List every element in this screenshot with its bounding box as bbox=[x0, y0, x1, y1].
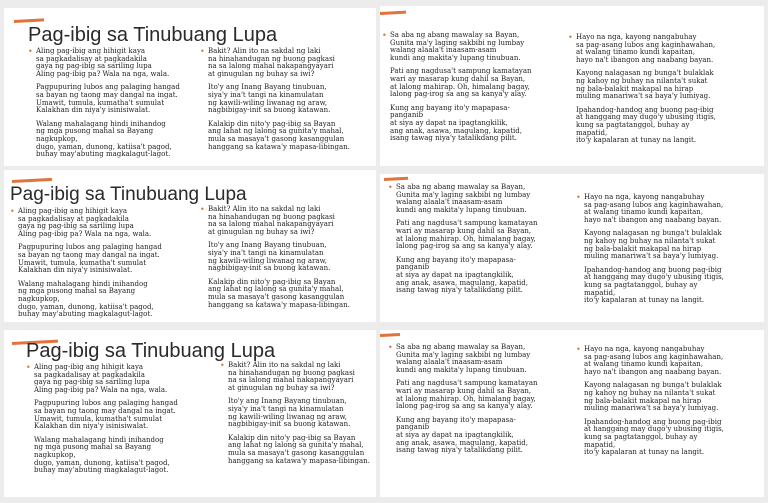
stanza bbox=[568, 70, 762, 100]
poem-line: nagbibigay-init sa buong katawan. bbox=[208, 106, 331, 115]
poem-line: kundi ang makita'y lupang tinubuan. bbox=[396, 205, 527, 214]
poem-line: walang alaala't inaasam-asam bbox=[396, 198, 503, 207]
poem-line: at hanggang may dugo'y ubusing itigis, bbox=[584, 273, 724, 282]
slide-left bbox=[4, 8, 376, 166]
poem-line: hanggang sa katawa'y mapasa-libingan. bbox=[208, 142, 350, 151]
poem-line: at lalong mahirap. Oh, himalang bagay, bbox=[396, 394, 536, 403]
slide-left bbox=[4, 330, 376, 497]
poem-line: sa bayan ng taong may dangal na ingat. bbox=[34, 406, 176, 415]
stanza bbox=[576, 194, 762, 224]
poem-line: Hayo na nga, kayong nangabuhay bbox=[576, 33, 697, 41]
poem-line: at hanggang may dugo'y ubusing itigis, bbox=[576, 113, 716, 122]
poem-line: sa bayan ng taong may dangal na ingat. bbox=[36, 90, 178, 99]
poem-line: mula sa masaya't gasong kasanggulan bbox=[228, 448, 365, 457]
poem-line: na sa lalong mahal nakapangyayari bbox=[228, 376, 354, 385]
poem-line: muling manariwa't sa baya'y lumiyag. bbox=[584, 252, 719, 261]
poem-line: Sa aba ng abang mawalay sa Bayan, bbox=[390, 31, 520, 39]
bullet-icon: • bbox=[220, 361, 225, 370]
poem-line: Kung ang bayang ito'y mapapasa- bbox=[390, 103, 510, 112]
bullet-icon: • bbox=[388, 183, 393, 192]
bullet-icon: • bbox=[26, 363, 31, 372]
poem-line: nagkupkop, bbox=[18, 294, 60, 303]
poem-line: at walang tinamo kundi kapaitan, bbox=[584, 208, 704, 217]
poem-line: at siya ay dapat na ipagtangkilik, bbox=[396, 430, 514, 439]
poem-line: ito'y kapalaran at tunay na langit. bbox=[584, 448, 705, 457]
bullet-icon: • bbox=[200, 47, 205, 56]
stanza bbox=[388, 220, 576, 250]
poem-line: Pagpupuring lubos ang palaging hangad bbox=[34, 399, 178, 408]
poem-line: sa pag-asang lubos ang kaginhawahan, bbox=[584, 352, 724, 361]
poem-line: dugo, yaman, dunong, katiisa't pagod, bbox=[34, 458, 170, 467]
poem-line: kung sa pagtatanggol, buhay ay bbox=[576, 120, 690, 129]
poem-line: kundi ang makita'y lupang tinubuan. bbox=[390, 53, 521, 62]
poem-line: at ginugulan ng buhay sa iwi? bbox=[208, 227, 315, 236]
poem-line: Umawit, tumula, kumatha't sumulat bbox=[34, 414, 163, 423]
poem-line: Aling pag-ibig pa? Wala na nga, wala. bbox=[18, 229, 152, 238]
poem-line: ng kawili-wiling liwanag ng araw, bbox=[208, 98, 327, 107]
column-left bbox=[26, 364, 212, 479]
poem-line: isang tawag niya'y tatalikdang pilit. bbox=[390, 134, 517, 143]
poem-line: ng kawili-wiling liwanag ng araw, bbox=[228, 412, 347, 421]
poem-line: Kalakip din nito'y pag-ibig sa Bayan bbox=[228, 433, 356, 442]
poem-line: Walang mahalagang hindi inihandog bbox=[36, 119, 166, 128]
poem-line: at siya ay dapat na ipagtangkilik, bbox=[396, 270, 514, 279]
poem-line: isang tawag niya'y tatalikdang pilit. bbox=[396, 286, 523, 295]
slide-title: Pag-ibig sa Tinubuang Lupa bbox=[26, 340, 276, 362]
stanza bbox=[28, 84, 206, 114]
stanza bbox=[388, 184, 576, 214]
poem-line: Ipahandog-handog ang buong pag-ibig bbox=[576, 105, 714, 114]
poem-line: Kalakhan din niya'y isinisiwalat. bbox=[34, 422, 149, 431]
slide-title: Pag-ibig sa Tinubuang Lupa bbox=[10, 184, 247, 205]
poem-line: ang anak, asawa, magulang, kapatid, bbox=[396, 438, 528, 447]
poem-line: dugo, yaman, dunong, katiisa't pagod, bbox=[18, 302, 154, 311]
poem-line: sa pagkadalisay at pagkadakila bbox=[36, 54, 147, 63]
poem-line: ng mga pusong mahal sa Bayang bbox=[36, 127, 154, 136]
poem-line: gaya ng pag-ibig sa sariling lupa bbox=[18, 222, 134, 231]
poem-line: mapatid, bbox=[584, 288, 616, 297]
poem-line: Ito'y ang Inang Bayang tinubuan, bbox=[208, 83, 327, 92]
poem-line: Pati ang nagdusa't sampung kamatayan bbox=[390, 67, 532, 76]
poem-line: hayo na't ibangon ang naabang bayan. bbox=[576, 55, 714, 64]
stanza bbox=[200, 121, 376, 151]
column-left bbox=[388, 344, 574, 459]
poem-line: Pati ang nagdusa't sampung kamatayan bbox=[396, 379, 538, 388]
poem-line: ng bala-balakit makapal na hirap bbox=[584, 396, 702, 405]
stanza bbox=[220, 398, 376, 428]
poem-line: siya'y ina't tangi na kinamulatan bbox=[228, 404, 344, 413]
poem-line: wari ay masarap kung dahil sa Bayan, bbox=[396, 226, 532, 235]
poem-line: ito'y kapalaran at tunay na langit. bbox=[576, 136, 697, 145]
poem-line: ang lahat ng lalong sa gunita'y mahal, bbox=[208, 127, 344, 136]
poem-line: at siya ay dapat na ipagtangkilik, bbox=[390, 118, 508, 127]
poem-line: walang alaala't inaasam-asam bbox=[390, 46, 497, 55]
stanza bbox=[220, 362, 376, 392]
accent-bar bbox=[380, 333, 400, 337]
stanza bbox=[26, 437, 212, 475]
poem-line: Ipahandog-handog ang buong pag-ibig bbox=[584, 417, 722, 426]
poem-line: hayo na't ibangon ang naabang bayan. bbox=[584, 367, 722, 376]
bullet-icon: • bbox=[382, 31, 387, 40]
column-right bbox=[576, 194, 762, 309]
slide-right bbox=[380, 330, 764, 497]
poem-line: Hayo na nga, kayong nangabuhay bbox=[584, 193, 705, 201]
poem-line: muling manariwa't sa baya'y lumiyag. bbox=[576, 92, 711, 101]
poem-line: nagbibigay-init sa buong katawan. bbox=[228, 420, 351, 429]
poem-line: Kalakip din nito'y pag-ibig sa Bayan bbox=[208, 119, 336, 128]
stanza bbox=[576, 346, 762, 376]
poem-line: mapatid, bbox=[576, 128, 608, 137]
poem-line: Ipahandog-handog ang buong pag-ibig bbox=[584, 265, 722, 274]
poem-line: Kayong nalagasan ng bunga't bulaklak bbox=[584, 381, 722, 390]
poem-line: hanggang sa katawa'y mapasa-libingan. bbox=[228, 456, 370, 465]
column-right bbox=[200, 206, 376, 313]
stanza bbox=[382, 68, 572, 98]
bullet-icon: • bbox=[576, 193, 581, 202]
bullet-icon: • bbox=[388, 343, 393, 352]
poem-line: Pati ang nagdusa't sampung kamatayan bbox=[396, 219, 538, 228]
poem-line: ng mga pusong mahal sa Bayang bbox=[34, 443, 152, 452]
poem-line: na sa lalong mahal nakapangyayari bbox=[208, 62, 334, 71]
poem-line: Ito'y ang Inang Bayang tinubuan, bbox=[208, 241, 327, 250]
poem-line: Pagpupuring lubos ang palaging hangad bbox=[36, 83, 180, 92]
poem-line: Aling pag-ibig ang hihigit kaya bbox=[34, 363, 144, 371]
poem-line: Kalakhan din niya'y isinisiwalat. bbox=[36, 106, 151, 115]
poem-line: sa bayan ng taong may dangal na ingat. bbox=[18, 250, 160, 259]
poem-line: at ginugulan ng buhay sa iwi? bbox=[228, 383, 335, 392]
stanza bbox=[10, 281, 200, 319]
poem-line: kung sa pagtatanggol, buhay ay bbox=[584, 432, 698, 441]
poem-line: panganib bbox=[390, 111, 424, 120]
accent-bar bbox=[380, 11, 406, 15]
poem-line: gaya ng pag-ibig sa sariling lupa bbox=[34, 378, 150, 387]
bullet-icon: • bbox=[568, 33, 573, 42]
stanza bbox=[382, 32, 572, 62]
poem-line: Sa aba ng abang mawalay sa Bayan, bbox=[396, 183, 526, 191]
poem-line: Kalakhan din niya'y isinisiwalat. bbox=[18, 266, 133, 275]
stanza bbox=[28, 48, 206, 78]
stanza bbox=[10, 208, 200, 238]
poem-line: buhay may'abuting magkalagut-lagot. bbox=[34, 466, 169, 475]
poem-line: Ito'y ang Inang Bayang tinubuan, bbox=[228, 397, 347, 406]
poem-line: nagkupkop, bbox=[36, 134, 78, 143]
poem-line: mula sa masaya't gasong kasanggulan bbox=[208, 134, 345, 143]
poem-line: buhay may'abuting magkalagut-lagot. bbox=[18, 310, 153, 319]
poem-line: ang anak, asawa, magulang, kapatid, bbox=[396, 278, 528, 287]
column-left bbox=[382, 32, 572, 147]
stanza bbox=[26, 400, 212, 430]
bullet-icon: • bbox=[28, 47, 33, 56]
poem-line: Walang mahalagang hindi inihandog bbox=[18, 279, 148, 288]
poem-line: at ginugulan ng buhay sa iwi? bbox=[208, 69, 315, 78]
poem-line: Sa aba ng abang mawalay sa Bayan, bbox=[396, 343, 526, 351]
stanza bbox=[26, 364, 212, 394]
stanza bbox=[10, 244, 200, 274]
accent-bar bbox=[384, 177, 408, 181]
poem-line: ng kahoy ng buhay na nilanta't sukat bbox=[584, 236, 716, 245]
stanza bbox=[388, 257, 576, 295]
poem-line: Umawit, tumula, kumatha't sumulat bbox=[18, 258, 147, 267]
poem-line: sa pagkadalisay at pagkadakila bbox=[18, 214, 129, 223]
poem-line: at lalong mahirap. Oh, himalang bagay, bbox=[390, 82, 530, 91]
bullet-icon: • bbox=[10, 207, 15, 216]
poem-line: Aling pag-ibig pa? Wala na nga, wala. bbox=[34, 385, 168, 394]
poem-line: Hayo na nga, kayong nangabuhay bbox=[584, 345, 705, 353]
poem-line: dugo, yaman, dunong, katiisa't pagod, bbox=[36, 142, 172, 151]
stanza bbox=[220, 435, 376, 465]
slide-right bbox=[380, 174, 764, 322]
poem-line: na hinahandugan ng buong pagkasi bbox=[208, 212, 335, 221]
poem-line: Kayong nalagasan ng bunga't bulaklak bbox=[584, 229, 722, 238]
poem-line: at lalong mahirap. Oh, himalang bagay, bbox=[396, 234, 536, 243]
poem-line: ang anak, asawa, magulang, kapatid, bbox=[390, 126, 522, 135]
accent-bar bbox=[14, 18, 44, 23]
poem-line: gaya ng pag-ibig sa sariling lupa bbox=[36, 62, 152, 71]
poem-line: ito'y kapalaran at tunay na langit. bbox=[584, 296, 705, 305]
poem-line: wari ay masarap kung dahil sa Bayan, bbox=[390, 74, 526, 83]
stanza bbox=[200, 48, 376, 78]
poem-line: Gunita ma'y laging sakbibi ng lumbay bbox=[396, 350, 531, 359]
poem-line: ang lahat ng lalong sa gunita'y mahal, bbox=[228, 441, 364, 450]
poem-line: panganib bbox=[396, 423, 430, 432]
poem-line: isang tawag niya'y tatalikdang pilit. bbox=[396, 446, 523, 455]
poem-line: ng kawili-wiling liwanag ng araw, bbox=[208, 256, 327, 265]
poem-line: Kung ang bayang ito'y mapapasa- bbox=[396, 415, 516, 424]
stanza bbox=[576, 419, 762, 457]
column-left bbox=[10, 208, 200, 322]
poem-line: mapatid, bbox=[584, 440, 616, 449]
poem-line: lalong pag-irog sa ang sa kanya'y alay. bbox=[390, 90, 527, 99]
poem-line: buhay may'abuting magkalagut-lagot. bbox=[36, 150, 171, 159]
poem-line: nagbibigay-init sa buong katawan. bbox=[208, 264, 331, 273]
poem-line: Bakit? Alin ito na sakdal ng laki bbox=[208, 47, 321, 55]
poem-line: at walang tinamo kundi kapaitan, bbox=[576, 48, 696, 57]
poem-line: ng bala-balakit makapal na hirap bbox=[576, 84, 694, 93]
poem-line: Walang mahalagang hindi inihandog bbox=[34, 435, 164, 444]
column-left bbox=[388, 184, 576, 299]
poem-line: ng kahoy ng buhay na nilanta't sukat bbox=[584, 388, 716, 397]
stanza bbox=[576, 230, 762, 260]
stanza bbox=[28, 121, 206, 159]
poem-line: at walang tinamo kundi kapaitan, bbox=[584, 360, 704, 369]
column-right bbox=[568, 34, 762, 149]
stanza bbox=[200, 242, 376, 272]
stanza bbox=[388, 344, 574, 374]
accent-bar bbox=[12, 178, 52, 183]
slide-title: Pag-ibig sa Tinubuang Lupa bbox=[28, 24, 278, 46]
column-left bbox=[28, 48, 206, 163]
poem-line: Aling pag-ibig ang hihigit kaya bbox=[36, 47, 146, 55]
poem-line: mula sa masaya't gasong kasanggulan bbox=[208, 292, 345, 301]
poem-line: Bakit? Alin ito na sakdal ng laki bbox=[208, 205, 321, 213]
bullet-icon: • bbox=[576, 345, 581, 354]
stanza bbox=[200, 279, 376, 309]
stanza bbox=[200, 84, 376, 114]
poem-line: Kalakip din nito'y pag-ibig sa Bayan bbox=[208, 277, 336, 286]
poem-line: na sa lalong mahal nakapangyayari bbox=[208, 220, 334, 229]
poem-line: wari ay masarap kung dahil sa Bayan, bbox=[396, 386, 532, 395]
poem-line: sa pag-asang lubos ang kaginhawahan, bbox=[576, 40, 716, 49]
poem-line: siya'y ina't tangi na kinamulatan bbox=[208, 90, 324, 99]
poem-line: na hinahandugan ng buong pagkasi bbox=[208, 54, 335, 63]
poem-line: Aling pag-ibig ang hihigit kaya bbox=[18, 207, 128, 215]
poem-line: sa pag-asang lubos ang kaginhawahan, bbox=[584, 200, 724, 209]
poem-line: Bakit? Alin ito na sakdal ng laki bbox=[228, 361, 341, 369]
poem-line: sa pagkadalisay at pagkadakila bbox=[34, 370, 145, 379]
poem-line: ng mga pusong mahal sa Bayang bbox=[18, 287, 136, 296]
poem-line: Gunita ma'y laging sakbibi ng lumbay bbox=[390, 38, 525, 47]
poem-line: walang alaala't inaasam-asam bbox=[396, 358, 503, 367]
poem-line: Aling pag-ibig pa? Wala na nga, wala. bbox=[36, 69, 170, 78]
stanza bbox=[576, 267, 762, 305]
slide-left bbox=[4, 170, 376, 322]
poem-line: hanggang sa katawa'y mapasa-libingan. bbox=[208, 300, 350, 309]
column-right bbox=[200, 48, 376, 155]
stanza bbox=[568, 107, 762, 145]
poem-line: panganib bbox=[396, 263, 430, 272]
poem-line: ng kahoy ng buhay na nilanta't sukat bbox=[576, 76, 708, 85]
poem-line: siya'y ina't tangi na kinamulatan bbox=[208, 248, 324, 257]
stanza bbox=[388, 417, 574, 455]
poem-line: lalong pag-irog sa ang sa kanya'y alay. bbox=[396, 242, 533, 251]
poem-line: lalong pag-irog sa ang sa kanya'y alay. bbox=[396, 402, 533, 411]
stanza bbox=[200, 206, 376, 236]
poem-line: Gunita ma'y laging sakbibi ng lumbay bbox=[396, 190, 531, 199]
poem-line: ng bala-balakit makapal na hirap bbox=[584, 244, 702, 253]
poem-line: kundi ang makita'y lupang tinubuan. bbox=[396, 365, 527, 374]
poem-line: nagkupkop, bbox=[34, 450, 76, 459]
slide-right bbox=[380, 6, 764, 166]
poem-line: at hanggang may dugo'y ubusing itigis, bbox=[584, 425, 724, 434]
poem-line: Pagpupuring lubos ang palaging hangad bbox=[18, 243, 162, 252]
poem-line: Kung ang bayang ito'y mapapasa- bbox=[396, 255, 516, 264]
poem-line: na hinahandugan ng buong pagkasi bbox=[228, 368, 355, 377]
column-right bbox=[576, 346, 762, 461]
stanza bbox=[568, 34, 762, 64]
poem-line: ang lahat ng lalong sa gunita'y mahal, bbox=[208, 285, 344, 294]
poem-line: hayo na't ibangon ang naabang bayan. bbox=[584, 215, 722, 224]
poem-line: muling manariwa't sa baya'y lumiyag. bbox=[584, 404, 719, 413]
stanza bbox=[382, 105, 572, 143]
bullet-icon: • bbox=[200, 205, 205, 214]
stanza bbox=[388, 380, 574, 410]
poem-line: Kayong nalagasan ng bunga't bulaklak bbox=[576, 69, 714, 78]
stanza bbox=[576, 382, 762, 412]
poem-line: kung sa pagtatanggol, buhay ay bbox=[584, 280, 698, 289]
poem-line: Umawit, tumula, kumatha't sumulat bbox=[36, 98, 165, 107]
column-right bbox=[220, 362, 376, 469]
